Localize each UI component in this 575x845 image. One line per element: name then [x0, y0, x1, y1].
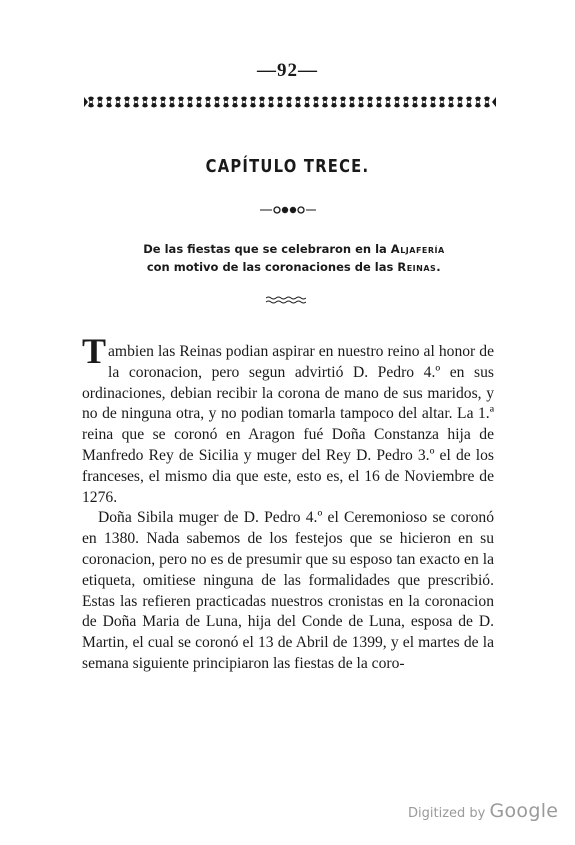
paragraph-1 — [82, 331, 494, 508]
paragraph-2: Doña Sibila muger de D. Pedro 4.º el Ceremonioso se coronó en 1380. Nada sabemos de los festejos que se hicieron en su coronacion, pero no es de presumir que su esposo tan exacto en la etiqueta, omitiese ninguna de las formalidades que prescribió. Estas las refieren practicadas nuestros cronistas en la coronacion de Doña Maria de Luna, hija del Conde de Luna, esposa de D. Martin, el cual se coronó el 13 de Abril de 1399, y el martes de la semana siguiente principiaron las fiestas de la coro- — [82, 509, 494, 672]
chapter-subtitle — [84, 240, 504, 276]
paragraph-1-text: ambien las Reinas podian aspirar en nuestro reino al honor de la coronacion, pero segun advirtió D. Pedro 4.º en sus ordinaciones, debian recibir la corona de mano de sus maridos, y no de ninguna otra, y no podian tomarla tampoco del altar. La 1.ª reina que se coronó en Aragon fué Doña Constanza hija de Manfredo Rey de Sicilia y muger del Rey D. Pedro 3.º el de los franceses, el mismo dia que este, esto es, el 16 de Noviembre de 1276. — [82, 343, 494, 506]
subtitle-line2: con motivo de las coronaciones de las — [146, 260, 398, 274]
subtitle-reinas: Reinas. — [397, 260, 442, 274]
subtitle-line1: De las fiestas que se celebraron en la — [143, 242, 391, 256]
body-text — [82, 331, 494, 675]
watermark-prefix: Digitized by — [408, 806, 490, 821]
google-logo: Google — [489, 800, 559, 822]
wavy-rule-icon — [266, 296, 306, 304]
page-number: —92— — [257, 60, 318, 81]
subtitle-aljaferia: Aljafería — [390, 242, 445, 256]
drop-cap: T — [82, 331, 107, 371]
digitized-watermark — [408, 800, 558, 822]
ornamental-border — [84, 95, 496, 109]
fleuron-ornament-icon — [0, 202, 575, 220]
chapter-title: CAPÍTULO TRECE. — [205, 156, 370, 177]
